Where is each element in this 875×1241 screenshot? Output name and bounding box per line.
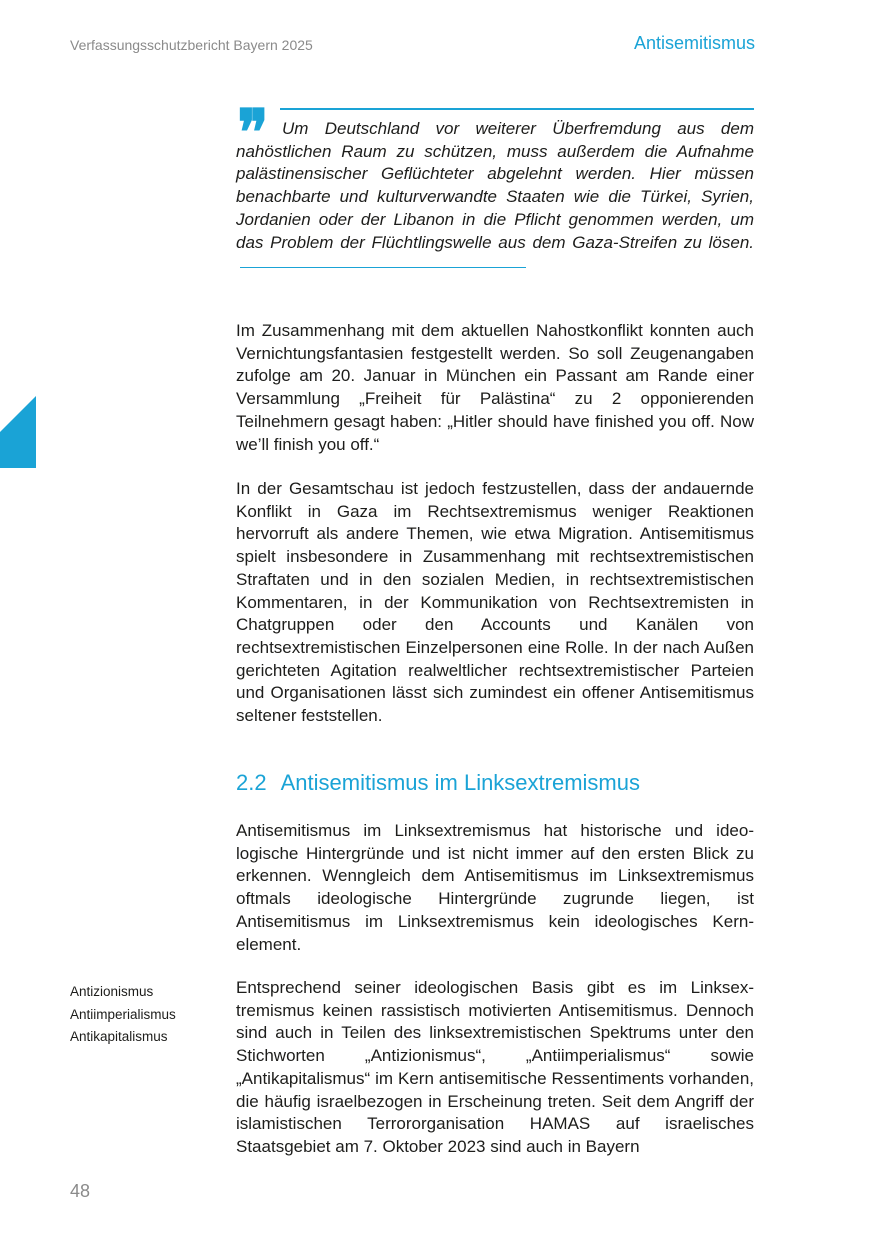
header-chapter-title: Antisemitismus [633,33,755,53]
margin-note: Antiimperialismus [70,1006,176,1022]
quote-top-rule [280,108,754,110]
section-number: 2.2 [236,770,267,795]
margin-note: Antizionismus [70,984,154,999]
page-number: 48 [70,1181,91,1201]
quote-text: Um Deutschland vor weiterer Überfremdung aus dem nahöstlichen Raum zu schützen, muss außerdem die Aufnahme palästinensischer Geflüchteter abgelehnt werden. Hier müssen benachbarte und kulturverwandte Staaten wie die Türkei, Syrien, Jordanien oder der Libanon in die Pflicht genommen werden, um das Problem der Flüchtlingswelle aus dem Gaza-Streifen zu lösen. [236,119,754,252]
paragraph-linksextremismus-intro: Antisemitismus im Linksextremismus hat historische und ideologische Hintergründe und ist nicht immer auf den ersten Blick zu erkennen. Wenngleich dem Antisemitismus im Linksextremismus oftmals ideologische Hintergründe zugrunde liegen, ist Antisemitismus im Linksextremismus kein ideologisches Kernelement. [236,821,754,954]
paragraph-linksextremismus-basis: Entsprechend seiner ideologischen Basis gibt es im Linksextremismus keinen rassistisch motivierten Antisemitismus. Dennoch sind auch in Teilen des linksextremistischen Spektrums unter den Stichworten „Antizionismus“, „Antiimperialismus“ sowie „Antikapitalismus“ im Kern antisemitische Ressentiments vorhanden, die häufig israelbezogen in Erscheinung treten. Seit dem Angriff der islamistischen Terrororganisation HAMAS auf israelisches Staatsgebiet am 7. Oktober 2023 sind auch in Bayern [236,978,754,1156]
quote-mark-icon: ❞ [237,96,264,171]
section-title: Antisemitismus im Linksextremismus [280,770,640,795]
quote-text-container [236,96,754,277]
margin-note: Antikapitalismus [70,1029,168,1044]
side-tab-marker [0,396,36,468]
quote-end-rule [240,267,526,269]
paragraph-nahost: Im Zusammenhang mit dem aktuellen Nahostkonflikt konnten auch Vernichtungsfantasien festgestellt werden. So soll Zeugenangaben zufolge am 20. Januar in München ein Passant am Rande einer Versammlung „Freiheit für Palästina“ zu 2 opponierenden Teilnehmern gesagt haben: „Hitler should have finished you off. Now we’ll finish you off.“ [236,321,754,454]
quote-block [236,96,754,277]
section-heading [236,770,640,796]
header-report-title: Verfassungsschutzbericht Bayern 2025 [70,37,313,53]
paragraph-gesamtschau: In der Gesamtschau ist jedoch festzustellen, dass der andauernde Konflikt in Gaza im Rechtsextremismus weniger Reaktionen hervorruft als andere Themen, wie etwa Migration. Antisemitismus spielt insbesondere in Zusammenhang mit rechtsextremistischen Straftaten und in den sozialen Medien, in rechtsextremistischen Kommentaren, in der Kommunikation von Rechtsextremisten in Chatgruppen oder den Accounts und Kanälen von rechtsextremistischen Einzelpersonen eine Rolle. In der nach Außen gerichteten Agitation realweltlicher rechtsextremistischer Parteien und Organisationen lässt sich zumindest ein offener Antisemitismus seltener feststellen. [236,479,754,726]
margin-notes [70,981,176,1049]
